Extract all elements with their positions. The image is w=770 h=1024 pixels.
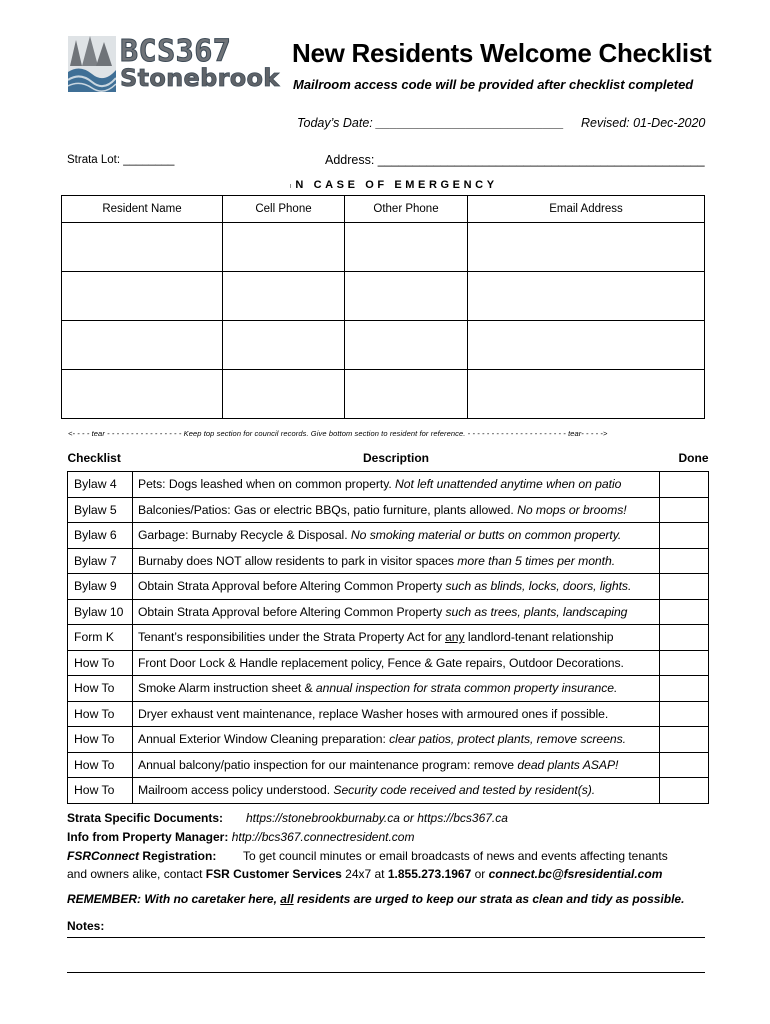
- fsr-customer-services: FSR Customer Services: [205, 867, 342, 881]
- cell-phone-cell[interactable]: [223, 272, 345, 321]
- remember-line: [67, 892, 684, 906]
- col-checklist: Checklist: [67, 451, 121, 465]
- emergency-title: N CASE OF EMERGENCY: [295, 179, 498, 191]
- checklist-item-description: [133, 548, 660, 574]
- remember-text-b: residents are urged to keep our strata as clean and tidy as possible.: [293, 892, 685, 906]
- done-checkbox-cell[interactable]: [660, 676, 709, 702]
- resident-contact-table: [61, 195, 705, 419]
- strata-lot-field[interactable]: Strata Lot: ________: [67, 154, 175, 166]
- col-description: Description: [362, 451, 429, 465]
- done-checkbox-cell[interactable]: [660, 727, 709, 753]
- resident-name-cell[interactable]: [62, 223, 223, 272]
- description-text: Smoke Alarm instruction sheet &: [138, 681, 316, 696]
- email-cell[interactable]: [468, 272, 705, 321]
- page-subtitle: Mailroom access code will be provided after checklist completed: [293, 77, 694, 92]
- checklist-item-description: [133, 778, 660, 804]
- table-row: [62, 370, 705, 419]
- description-italic: No smoking material or butts on common property.: [350, 528, 622, 543]
- description-text: Obtain Strata Approval before Altering Common Property: [138, 604, 446, 619]
- other-phone-cell[interactable]: [345, 272, 468, 321]
- fsr-or: or: [471, 867, 489, 881]
- description-italic: clear patios, protect plants, remove screens.: [389, 732, 626, 747]
- done-checkbox-cell[interactable]: [660, 778, 709, 804]
- done-checkbox-cell[interactable]: [660, 599, 709, 625]
- tree-logo-icon: [68, 36, 116, 92]
- property-manager-label: Info from Property Manager:: [67, 830, 229, 844]
- col-other-phone: Other Phone: [345, 196, 468, 223]
- done-checkbox-cell[interactable]: [660, 625, 709, 651]
- description-text: Annual Exterior Window Cleaning preparation:: [138, 732, 390, 747]
- fsr-registration-text: To get council minutes or email broadcasts of news and events affecting tenants: [243, 849, 668, 863]
- checklist-item-description: [133, 625, 660, 651]
- checklist-item-label: How To: [68, 676, 133, 702]
- table-row: [68, 599, 709, 625]
- other-phone-cell[interactable]: [345, 370, 468, 419]
- logo-text-stonebrook: Stonebrook: [120, 64, 280, 92]
- fsr-registration-label: Registration:: [139, 849, 217, 863]
- done-checkbox-cell[interactable]: [660, 574, 709, 600]
- checklist-item-description: [133, 523, 660, 549]
- done-checkbox-cell[interactable]: [660, 548, 709, 574]
- page-title: New Residents Welcome Checklist: [292, 38, 712, 68]
- done-checkbox-cell[interactable]: [660, 497, 709, 523]
- checklist-item-label: How To: [68, 650, 133, 676]
- fsr-registration-line: [67, 849, 668, 863]
- description-text: Dryer exhaust vent maintenance, replace Washer hoses with armoured ones if possible.: [138, 706, 609, 721]
- cell-phone-cell[interactable]: [223, 321, 345, 370]
- checklist-item-label: Bylaw 5: [68, 497, 133, 523]
- checklist-item-description: [133, 472, 660, 498]
- checklist-item-description: [133, 701, 660, 727]
- table-row: [62, 223, 705, 272]
- strata-documents-line: [67, 811, 508, 825]
- checklist-item-label: Bylaw 9: [68, 574, 133, 600]
- description-text: Garbage: Burnaby Recycle & Disposal.: [138, 528, 351, 543]
- description-text: Obtain Strata Approval before Altering Common Property: [138, 579, 446, 594]
- notes-line[interactable]: [67, 937, 705, 938]
- table-row: [68, 497, 709, 523]
- table-row: [62, 321, 705, 370]
- property-manager-link[interactable]: http://bcs367.connectresident.com: [231, 830, 415, 844]
- description-text: Annual balcony/patio inspection for our maintenance program: remove: [138, 757, 518, 772]
- done-checkbox-cell[interactable]: [660, 752, 709, 778]
- table-row: [68, 472, 709, 498]
- remember-text-a: REMEMBER: With no caretaker here,: [67, 892, 281, 906]
- checklist-table: [67, 447, 709, 804]
- fsr-email[interactable]: connect.bc@fsresidential.com: [488, 867, 663, 881]
- description-italic: annual inspection for strata common property insurance.: [315, 681, 618, 696]
- description-italic: Not left unattended anytime when on patio: [395, 477, 622, 492]
- done-checkbox-cell[interactable]: [660, 650, 709, 676]
- checklist-item-label: Bylaw 6: [68, 523, 133, 549]
- todays-date-field[interactable]: Today’s Date: ___________________________: [297, 116, 564, 130]
- checklist-item-label: How To: [68, 701, 133, 727]
- email-cell[interactable]: [468, 370, 705, 419]
- checklist-item-label: Bylaw 7: [68, 548, 133, 574]
- checklist-item-label: How To: [68, 727, 133, 753]
- cell-phone-cell[interactable]: [223, 223, 345, 272]
- checklist-item-description: [133, 574, 660, 600]
- description-text-after: landlord-tenant relationship: [464, 630, 614, 645]
- fsr-hours: 24x7 at: [341, 867, 388, 881]
- email-cell[interactable]: [468, 321, 705, 370]
- resident-name-cell[interactable]: [62, 321, 223, 370]
- checklist-item-label: Bylaw 10: [68, 599, 133, 625]
- emergency-heading: [290, 179, 498, 191]
- table-row: [68, 676, 709, 702]
- description-text: Pets: Dogs leashed when on common property.: [138, 477, 396, 492]
- table-row: [68, 752, 709, 778]
- property-manager-line: [67, 830, 414, 844]
- table-row: [68, 574, 709, 600]
- remember-all: all: [280, 892, 294, 906]
- table-row: [68, 625, 709, 651]
- checklist-item-description: [133, 599, 660, 625]
- table-row: [68, 727, 709, 753]
- address-field[interactable]: Address: _______________________________________________: [325, 153, 705, 167]
- description-italic: such as blinds, locks, doors, lights.: [445, 579, 632, 594]
- checklist-item-label: Form K: [68, 625, 133, 651]
- other-phone-cell[interactable]: [345, 321, 468, 370]
- col-done: Done: [678, 451, 709, 465]
- resident-name-cell[interactable]: [62, 272, 223, 321]
- logo: [68, 34, 280, 96]
- table-row: [68, 650, 709, 676]
- checklist-item-description: [133, 676, 660, 702]
- col-cell-phone: Cell Phone: [223, 196, 345, 223]
- description-text: Mailroom access policy understood.: [138, 783, 334, 798]
- description-text: Burnaby does NOT allow residents to park in visitor spaces: [138, 553, 458, 568]
- table-row: [68, 523, 709, 549]
- description-text: Front Door Lock & Handle replacement policy, Fence & Gate repairs, Outdoor Decorations.: [138, 655, 624, 670]
- fsr-contact-line: [67, 867, 662, 881]
- cell-phone-cell[interactable]: [223, 370, 345, 419]
- strata-documents-links[interactable]: https://stonebrookburnaby.ca or https://bcs367.ca: [246, 811, 508, 825]
- notes-line[interactable]: [67, 972, 705, 973]
- resident-name-cell[interactable]: [62, 370, 223, 419]
- email-cell[interactable]: [468, 223, 705, 272]
- strata-documents-label: Strata Specific Documents:: [67, 811, 224, 825]
- description-underline: any: [445, 630, 465, 645]
- checklist-item-label: How To: [68, 778, 133, 804]
- table-row: [68, 701, 709, 727]
- checklist-item-description: [133, 727, 660, 753]
- notes-label: Notes:: [67, 919, 105, 933]
- tear-line: <- - - - tear - - - - - - - - - - - - - - - - Keep top section for council records. Give bottom section to resident for reference. - - - - - - - - - - - - - - - - - - - - - tear- - - - ->: [68, 429, 608, 438]
- fsr-connect-label: FSRConnect: [67, 849, 139, 863]
- emergency-prefix: I: [290, 184, 292, 190]
- fsr-phone[interactable]: 1.855.273.1967: [387, 867, 472, 881]
- col-resident-name: Resident Name: [62, 196, 223, 223]
- checklist-item-label: Bylaw 4: [68, 472, 133, 498]
- description-italic: dead plants ASAP!: [517, 757, 619, 772]
- description-italic: No mops or brooms!: [517, 502, 627, 517]
- other-phone-cell[interactable]: [345, 223, 468, 272]
- done-checkbox-cell[interactable]: [660, 523, 709, 549]
- checklist-item-description: [133, 752, 660, 778]
- description-italic: Security code received and tested by resident(s).: [333, 783, 596, 798]
- description-italic: more than 5 times per month.: [457, 553, 616, 568]
- table-row: [68, 778, 709, 804]
- description-text: Tenant’s responsibilities under the Strata Property Act for: [138, 630, 446, 645]
- checklist-item-label: How To: [68, 752, 133, 778]
- logo-text-bcs367: BCS367: [120, 34, 232, 69]
- table-row: [62, 272, 705, 321]
- done-checkbox-cell[interactable]: [660, 472, 709, 498]
- revised-date: Revised: 01-Dec-2020: [581, 116, 706, 130]
- description-italic: such as trees, plants, landscaping: [445, 604, 628, 619]
- col-email-address: Email Address: [468, 196, 705, 223]
- table-row: [68, 548, 709, 574]
- checklist-item-description: [133, 497, 660, 523]
- fsr-contact-text: and owners alike, contact: [67, 867, 206, 881]
- done-checkbox-cell[interactable]: [660, 701, 709, 727]
- checklist-item-description: [133, 650, 660, 676]
- description-text: Balconies/Patios: Gas or electric BBQs, patio furniture, plants allowed.: [138, 502, 518, 517]
